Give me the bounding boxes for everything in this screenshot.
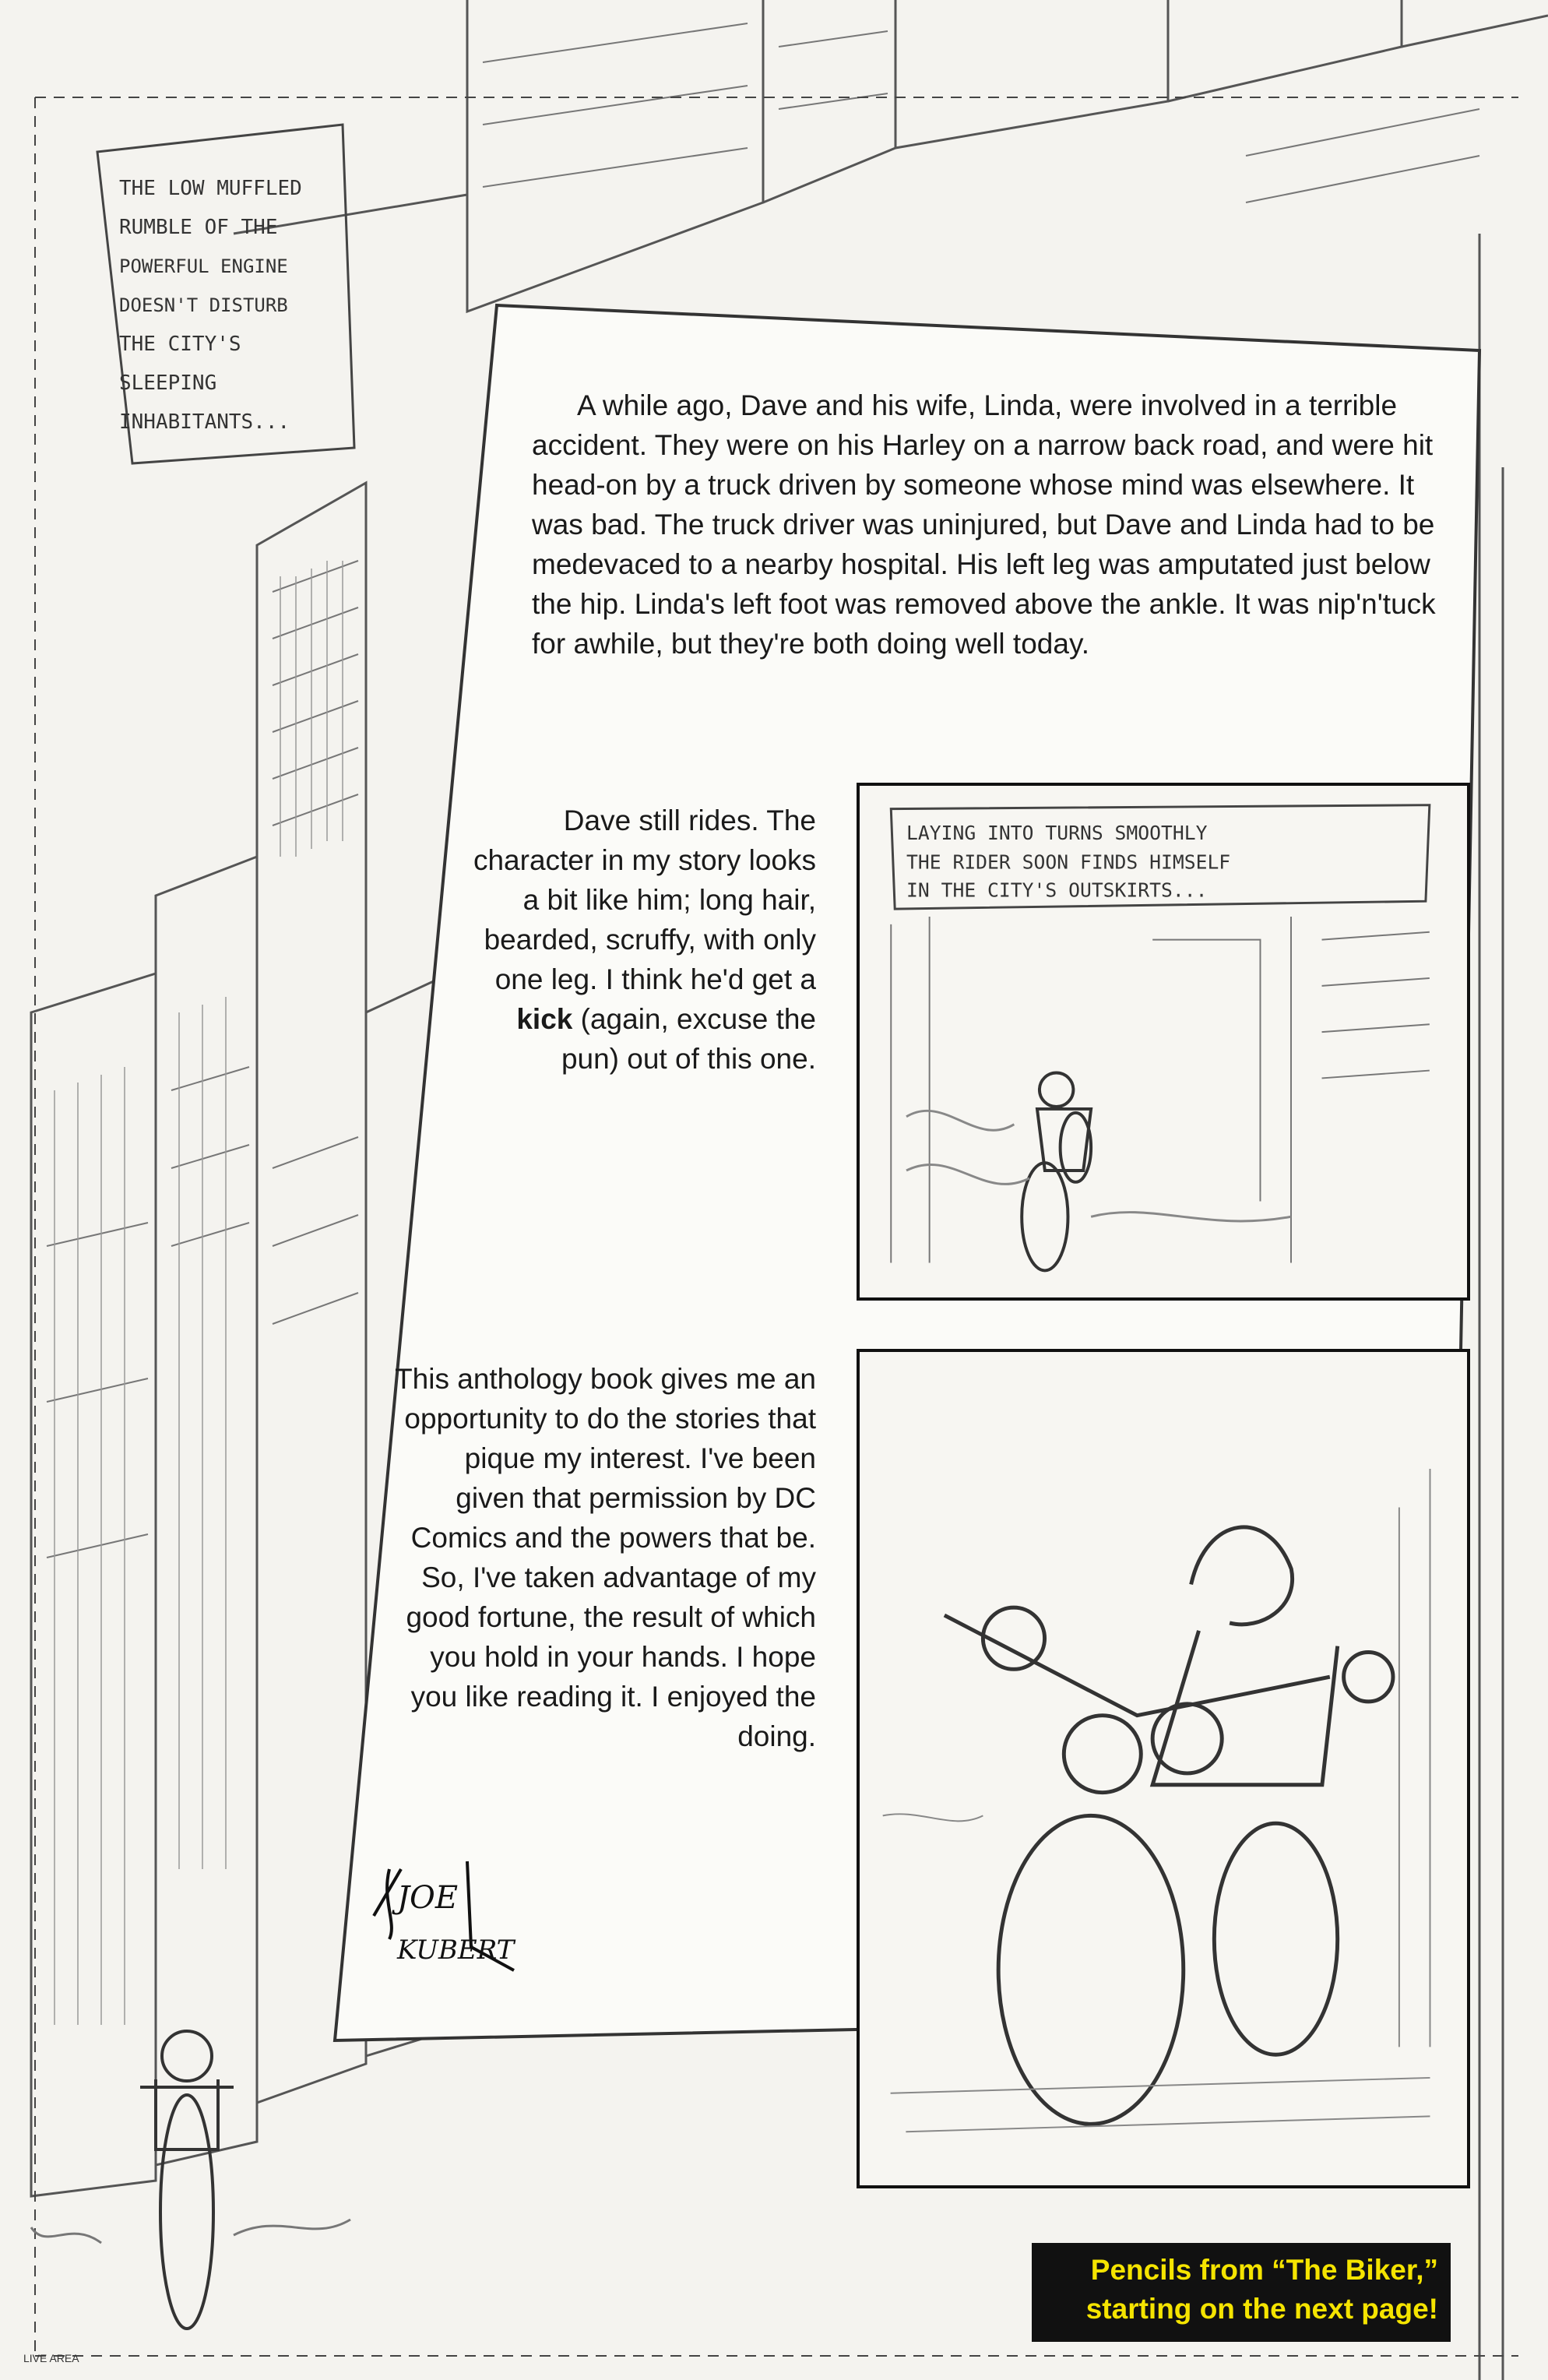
sketch-caption-line: THE CITY'S — [119, 333, 241, 356]
sketch-caption-box — [97, 156, 354, 459]
dave-text-bold: kick — [516, 1003, 573, 1035]
sketch-caption-line: THE LOW MUFFLED — [119, 177, 302, 200]
pencil-panel-biker-closeup — [857, 1349, 1470, 2188]
callout-line1: Pencils from “The Biker,” — [1090, 2254, 1438, 2286]
sketch-caption-line: INHABITANTS... — [119, 410, 290, 434]
panel1-caption-line: IN THE CITY'S OUTSKIRTS... — [906, 878, 1208, 902]
anthology-text: This anthology book gives me an opportunity to do the stories that pique my interest. I've been given that permission by DC Comics and the powers that be. So, I've taken advantage of my good fortune, the result of which you hold in your hands. I hope you like reading it. I enjoyed the doing. — [395, 1363, 816, 1752]
panel1-caption-line: THE RIDER SOON FINDS HIMSELF — [906, 850, 1231, 874]
callout-line2: starting on the next page! — [1085, 2293, 1438, 2325]
panel2-drawing — [860, 1352, 1467, 2185]
live-area-label: LIVE AREA — [23, 2352, 79, 2364]
pencil-panel-rider-street — [857, 783, 1470, 1301]
signature — [366, 1854, 522, 1994]
dave-paragraph — [467, 801, 816, 1079]
panel1-caption-line: LAYING INTO TURNS SMOOTHLY — [906, 822, 1208, 845]
panel1-drawing — [860, 786, 1467, 1297]
intro-paragraph — [532, 386, 1447, 664]
next-page-callout — [1032, 2243, 1451, 2342]
signature-first: JOE — [397, 1880, 459, 1916]
sketch-caption-line: POWERFUL ENGINE — [119, 255, 288, 277]
anthology-paragraph — [393, 1359, 816, 1756]
sketch-caption-line: DOESN'T DISTURB — [119, 294, 288, 316]
sketch-caption-line: SLEEPING — [119, 371, 217, 395]
signature-last: KUBERT — [397, 1935, 515, 1966]
sketch-caption-line: RUMBLE OF THE — [119, 216, 278, 239]
intro-text: A while ago, Dave and his wife, Linda, were involved in a terrible accident. They were on his Harley on a narrow back road, and were hit head-on by a truck driven by someone whose mind was elsewhere. It was bad. The truck driver was uninjured, but Dave and Linda had to be medevaced to a nearby hospital. His left leg was amputated just below the hip. Linda's left foot was removed above the ankle. It was nip'n'tuck for awhile, but they're both doing well today. — [532, 389, 1436, 660]
dave-text-before: Dave still rides. The character in my story looks a bit like him; long hair, bearded, scruffy, with only one leg. I think he'd get a — [473, 804, 816, 995]
dave-text-after: (again, excuse the pun) out of this one. — [561, 1003, 816, 1075]
dave-text — [467, 801, 816, 1079]
